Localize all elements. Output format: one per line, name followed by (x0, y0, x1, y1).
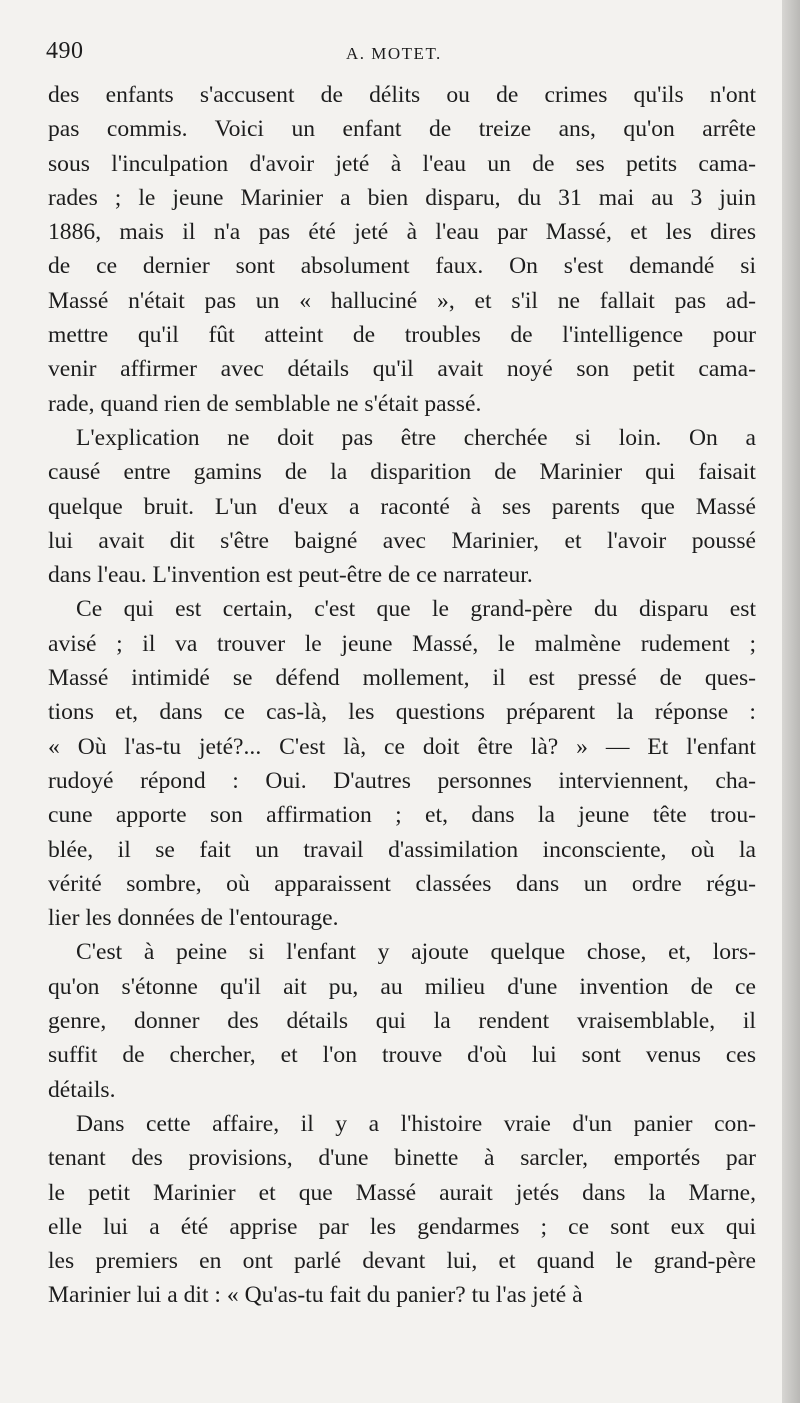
page-edge-shadow (782, 0, 800, 1403)
text-line: venir affirmer avec détails qu'il avait noyé son petit cama- (48, 356, 756, 383)
text-line: blée, il se fait un travail d'assimilation inconsciente, où la (48, 836, 756, 863)
text-line: genre, donner des détails qui la rendent vraisemblable, il (48, 1008, 756, 1035)
text-line: le petit Marinier et que Massé aurait jetés dans la Marne, (48, 1179, 756, 1206)
text-line: « Où l'as-tu jeté?... C'est là, ce doit être là? » — Et l'enfant (48, 733, 756, 760)
text-line: tions et, dans ce cas-là, les questions préparent la réponse : (48, 699, 756, 726)
text-line: rade, quand rien de semblable ne s'était passé. (48, 390, 482, 417)
body-text (48, 78, 756, 1313)
text-line: avisé ; il va trouver le jeune Massé, le malmène rudement ; (48, 630, 756, 657)
text-line: Dans cette affaire, il y a l'histoire vraie d'un panier con- (76, 1110, 756, 1137)
paragraph (48, 1107, 756, 1313)
text-line: C'est à peine si l'enfant y ajoute quelque chose, et, lors- (76, 939, 756, 966)
text-line: rades ; le jeune Marinier a bien disparu, du 31 mai au 3 juin (48, 184, 756, 211)
text-line: cune apporte son affirmation ; et, dans la jeune tête trou- (48, 802, 756, 829)
text-line: détails. (48, 1076, 116, 1103)
text-line: pas commis. Voici un enfant de treize ans, qu'on arrête (48, 116, 756, 143)
text-line: lier les données de l'entourage. (48, 905, 339, 932)
text-line: L'explication ne doit pas être cherchée si loin. On a (76, 424, 756, 451)
text-line: Ce qui est certain, c'est que le grand-père du disparu est (76, 596, 756, 623)
text-line: 1886, mais il n'a pas été jeté à l'eau par Massé, et les dires (48, 219, 756, 246)
text-line: de ce dernier sont absolument faux. On s'est demandé si (48, 253, 756, 280)
paragraph (48, 592, 756, 935)
text-line: sous l'inculpation d'avoir jeté à l'eau un de ses petits cama- (48, 150, 756, 177)
text-line: quelque bruit. L'un d'eux a raconté à ses parents que Massé (48, 493, 756, 520)
text-line: Marinier lui a dit : « Qu'as-tu fait du panier? tu l'as jeté à (48, 1282, 583, 1309)
text-line: lui avait dit s'être baigné avec Marinier, et l'avoir poussé (48, 527, 756, 554)
text-line: tenant des provisions, d'une binette à sarcler, emportés par (48, 1145, 756, 1172)
text-line: suffit de chercher, et l'on trouve d'où lui sont venus ces (48, 1042, 756, 1069)
text-line: elle lui a été apprise par les gendarmes ; ce sont eux qui (48, 1213, 756, 1240)
text-line: qu'on s'étonne qu'il ait pu, au milieu d'une invention de ce (48, 973, 756, 1000)
text-line: les premiers en ont parlé devant lui, et quand le grand-père (48, 1248, 756, 1275)
text-line: dans l'eau. L'invention est peut-être de ce narrateur. (48, 562, 533, 589)
text-line: Massé intimidé se défend mollement, il est pressé de ques- (48, 665, 756, 692)
page-number: 490 (46, 38, 84, 64)
paragraph (48, 421, 756, 592)
text-line: mettre qu'il fût atteint de troubles de l'intelligence pour (48, 322, 756, 349)
text-line: des enfants s'accusent de délits ou de crimes qu'ils n'ont (48, 82, 756, 108)
paragraph (48, 935, 756, 1106)
text-line: causé entre gamins de la disparition de Marinier qui faisait (48, 459, 756, 486)
text-line: vérité sombre, où apparaissent classées dans un ordre régu- (48, 870, 756, 897)
running-head: A. MOTET. (346, 44, 442, 63)
paragraph (48, 78, 756, 421)
text-line: rudoyé répond : Oui. D'autres personnes interviennent, cha- (48, 767, 756, 794)
text-line: Massé n'était pas un « halluciné », et s'il ne fallait pas ad- (48, 287, 756, 314)
page-header (46, 38, 746, 68)
